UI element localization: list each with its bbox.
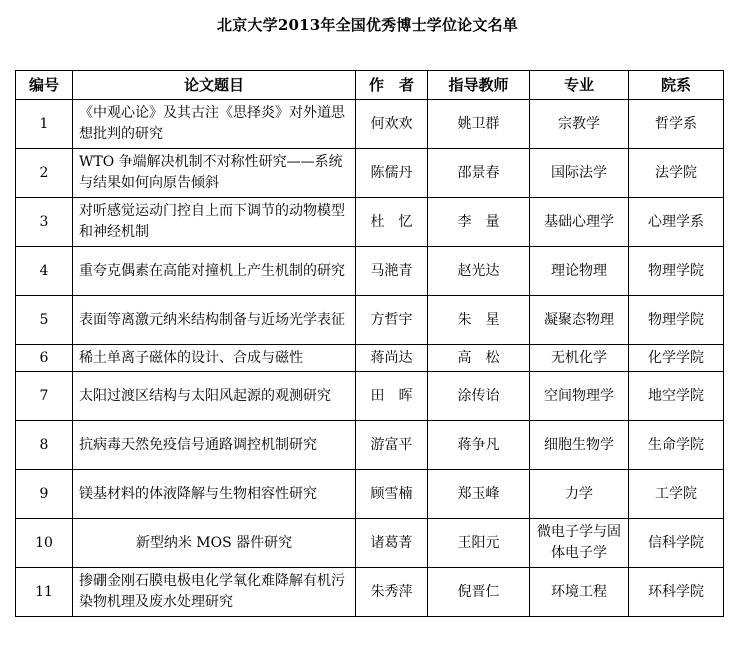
cell-department: 心理学系 [629, 198, 724, 247]
table-row [16, 470, 724, 519]
table-row [16, 372, 724, 421]
cell-department: 法学院 [629, 149, 724, 198]
cell-title: 抗病毒天然免疫信号通路调控机制研究 [73, 421, 356, 470]
cell-author: 诸葛菁 [356, 519, 428, 568]
table-row [16, 519, 724, 568]
table-row [16, 247, 724, 296]
table-row [16, 100, 724, 149]
cell-advisor: 姚卫群 [428, 100, 530, 149]
cell-number: 7 [16, 372, 73, 421]
cell-author: 游富平 [356, 421, 428, 470]
cell-major: 基础心理学 [530, 198, 629, 247]
cell-title: 掺硼金刚石膜电极电化学氧化难降解有机污染物机理及废水处理研究 [73, 568, 356, 617]
cell-number: 8 [16, 421, 73, 470]
cell-title: 《中观心论》及其古注《思择炎》对外道思想批判的研究 [73, 100, 356, 149]
table-row [16, 198, 724, 247]
cell-author: 方哲宇 [356, 296, 428, 345]
cell-department: 哲学系 [629, 100, 724, 149]
cell-advisor: 王阳元 [428, 519, 530, 568]
cell-major: 空间物理学 [530, 372, 629, 421]
cell-department: 生命学院 [629, 421, 724, 470]
cell-author: 蒋尚达 [356, 345, 428, 372]
cell-title: 太阳过渡区结构与太阳风起源的观测研究 [73, 372, 356, 421]
cell-number: 5 [16, 296, 73, 345]
cell-title: 镁基材料的体液降解与生物相容性研究 [73, 470, 356, 519]
table-row [16, 345, 724, 372]
table-row [16, 421, 724, 470]
cell-number: 3 [16, 198, 73, 247]
cell-number: 4 [16, 247, 73, 296]
cell-advisor: 高 松 [428, 345, 530, 372]
cell-advisor: 朱 星 [428, 296, 530, 345]
cell-department: 化学学院 [629, 345, 724, 372]
cell-major: 微电子学与固体电子学 [530, 519, 629, 568]
table-header-row [16, 71, 724, 100]
cell-number: 6 [16, 345, 73, 372]
cell-author: 马滟青 [356, 247, 428, 296]
column-header-number: 编号 [16, 71, 73, 100]
cell-major: 宗教学 [530, 100, 629, 149]
cell-title: 表面等离激元纳米结构制备与近场光学表征 [73, 296, 356, 345]
column-header-author: 作 者 [356, 71, 428, 100]
column-header-major: 专业 [530, 71, 629, 100]
cell-major: 力学 [530, 470, 629, 519]
cell-title: 重夸克偶素在高能对撞机上产生机制的研究 [73, 247, 356, 296]
cell-major: 理论物理 [530, 247, 629, 296]
cell-major: 无机化学 [530, 345, 629, 372]
cell-department: 环科学院 [629, 568, 724, 617]
cell-department: 地空学院 [629, 372, 724, 421]
cell-title: 新型纳米 MOS 器件研究 [73, 519, 356, 568]
cell-author: 朱秀萍 [356, 568, 428, 617]
cell-title: 对听感觉运动门控自上而下调节的动物模型和神经机制 [73, 198, 356, 247]
column-header-advisor: 指导教师 [428, 71, 530, 100]
cell-advisor: 倪晋仁 [428, 568, 530, 617]
cell-department: 物理学院 [629, 247, 724, 296]
cell-advisor: 郑玉峰 [428, 470, 530, 519]
table-row [16, 568, 724, 617]
cell-author: 杜 忆 [356, 198, 428, 247]
cell-title: 稀土单离子磁体的设计、合成与磁性 [73, 345, 356, 372]
cell-title: WTO 争端解决机制不对称性研究——系统与结果如何向原告倾斜 [73, 149, 356, 198]
cell-author: 田 晖 [356, 372, 428, 421]
cell-advisor: 李 量 [428, 198, 530, 247]
page-title: 北京大学2013年全国优秀博士学位论文名单 [217, 16, 518, 34]
table-row [16, 149, 724, 198]
thesis-list-table [15, 70, 724, 617]
cell-author: 陈儒丹 [356, 149, 428, 198]
column-header-department: 院系 [629, 71, 724, 100]
cell-number: 11 [16, 568, 73, 617]
column-header-title: 论文题目 [73, 71, 356, 100]
cell-number: 2 [16, 149, 73, 198]
cell-number: 10 [16, 519, 73, 568]
cell-department: 物理学院 [629, 296, 724, 345]
cell-advisor: 蒋争凡 [428, 421, 530, 470]
cell-major: 国际法学 [530, 149, 629, 198]
cell-major: 凝聚态物理 [530, 296, 629, 345]
cell-author: 顾雪楠 [356, 470, 428, 519]
cell-major: 细胞生物学 [530, 421, 629, 470]
cell-advisor: 涂传诒 [428, 372, 530, 421]
cell-major: 环境工程 [530, 568, 629, 617]
cell-author: 何欢欢 [356, 100, 428, 149]
cell-number: 1 [16, 100, 73, 149]
cell-advisor: 邵景春 [428, 149, 530, 198]
cell-department: 工学院 [629, 470, 724, 519]
cell-department: 信科学院 [629, 519, 724, 568]
cell-advisor: 赵光达 [428, 247, 530, 296]
cell-number: 9 [16, 470, 73, 519]
table-row [16, 296, 724, 345]
